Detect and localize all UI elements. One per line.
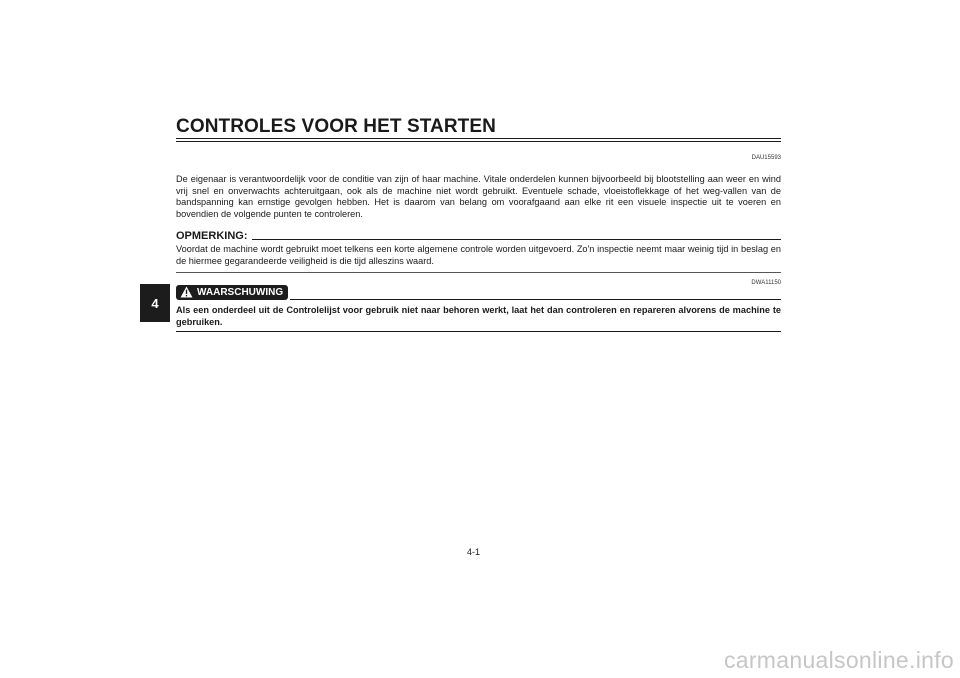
title-rule [176,138,781,142]
page-title: CONTROLES VOOR HET STARTEN [176,116,496,137]
warning-paragraph: Als een onderdeel uit de Controlelijst voor gebruik niet naar behoren werkt, laat het dan controleren en repareren alvorens de machine te gebruiken. [176,305,781,327]
section-code: DAU15593 [751,155,781,161]
warning-header [176,284,781,300]
warning-label: WAARSCHUWING [197,286,284,298]
warning-header-line [290,299,781,300]
warning-triangle-icon [180,286,193,298]
note-label: OPMERKING: [176,230,248,242]
warning-code: DWA11150 [751,280,781,286]
watermark: carmanualsonline.info [723,647,954,673]
warning-rule [176,331,781,332]
note-paragraph: Voordat de machine wordt gebruikt moet telkens een korte algemene controle worden uitgevoerd. Zo'n inspectie neemt maar weinig tijd in beslag en de hiermee gegarandeerde veiligheid is die tijd alleszins waard. [176,244,781,266]
note-rule [176,272,781,273]
warning-badge [176,285,288,300]
chapter-tab: 4 [140,284,170,322]
page-number: 4-1 [467,547,481,557]
intro-paragraph: De eigenaar is verantwoordelijk voor de conditie van zijn of haar machine. Vitale onderdelen kunnen bijvoorbeeld bij blootstelling aan weer en wind vrij snel en onverwachts achteruitgaan, ook als de machine niet wordt gebruikt. Eventuele schade, vloeistoflekkage of het weg-vallen van de bandspanning kan ernstige gevolgen hebben. Het is daarom van belang om voorafgaand aan elke rit een visuele inspectie uit te voeren en bovendien de volgende punten te controleren. [176,174,781,219]
note-header-line [252,239,782,240]
note-header [176,229,781,242]
